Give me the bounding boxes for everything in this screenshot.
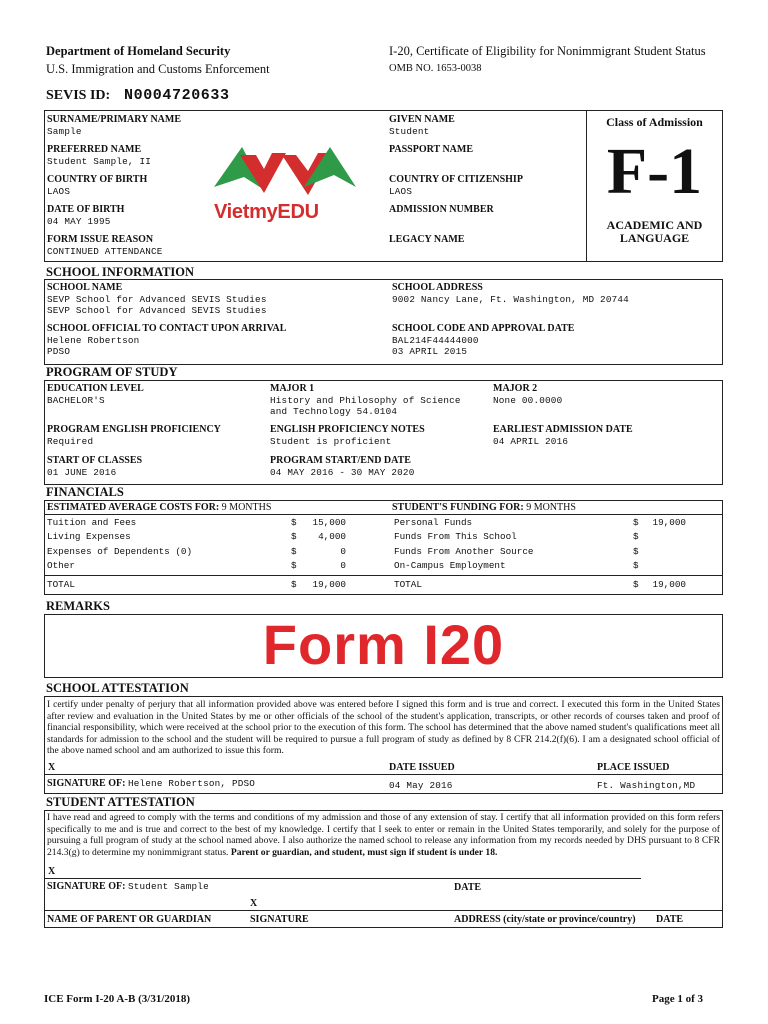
place-issued-label: PLACE ISSUED [597, 762, 670, 773]
school-name-value-2: SEVP School for Advanced SEVIS Studies [47, 305, 267, 316]
footer-form-id: ICE Form I-20 A-B (3/31/2018) [44, 993, 191, 1005]
date-of-birth-value: 04 MAY 1995 [47, 216, 111, 227]
school-name-value: SEVP School for Advanced SEVIS Studies [47, 294, 267, 305]
earliest-admission-value: 04 APRIL 2016 [493, 436, 569, 447]
funding-currency: $ [633, 559, 639, 571]
department-name: Department of Homeland Security [46, 44, 231, 58]
funding-item: Personal Funds [394, 517, 473, 528]
school-info-box [44, 279, 723, 365]
school-signature-row [47, 778, 255, 789]
student-date-label: DATE [454, 882, 482, 893]
cost-amount: 4,000 [318, 531, 346, 543]
school-name-label: SCHOOL NAME [47, 282, 123, 293]
program-dates-label: PROGRAM START/END DATE [270, 455, 411, 466]
costs-header [47, 502, 271, 513]
start-of-classes-value: 01 JUNE 2016 [47, 467, 117, 478]
preferred-name-value: Student Sample, II [47, 156, 152, 167]
student-attestation-bold: Parent or guardian, and student, must sign if student is under 18. [230, 846, 498, 858]
school-information-heading: SCHOOL INFORMATION [46, 265, 195, 279]
preferred-name-label: PREFERRED NAME [47, 144, 142, 155]
place-issued-value: Ft. Washington,MD [597, 780, 696, 791]
agency-name: U.S. Immigration and Customs Enforcement [46, 62, 270, 76]
omb-number: OMB NO. 1653-0038 [389, 63, 482, 74]
school-signature-line [44, 774, 723, 775]
country-of-birth-label: COUNTRY OF BIRTH [47, 174, 148, 185]
financials-heading: FINANCIALS [46, 485, 124, 499]
earliest-admission-label: EARLIEST ADMISSION DATE [493, 424, 633, 435]
funding-total-label: TOTAL [394, 579, 422, 590]
form-i20-overlay: Form I20 [262, 613, 505, 676]
school-signature-label: SIGNATURE OF: [47, 778, 126, 789]
major-2-label: MAJOR 2 [493, 383, 538, 394]
costs-total-value: 19,000 [312, 579, 346, 590]
country-of-birth-value: LAOS [47, 186, 71, 197]
student-signature-name: Student Sample [127, 881, 209, 892]
given-name-label: GIVEN NAME [389, 114, 455, 125]
cost-currency: $ [291, 545, 297, 557]
country-of-citizenship-label: COUNTRY OF CITIZENSHIP [389, 174, 523, 185]
major-1-value-2: and Technology 54.0104 [270, 406, 398, 417]
cost-amount: 0 [340, 559, 346, 571]
school-address-label: SCHOOL ADDRESS [392, 282, 483, 293]
student-signature-row [47, 881, 209, 892]
school-code-value: BAL214F44444000 [392, 335, 479, 346]
school-official-name: Helene Robertson [47, 335, 140, 346]
english-notes-label: ENGLISH PROFICIENCY NOTES [270, 424, 425, 435]
funding-amount: 19,000 [652, 517, 686, 528]
sevis-id-label: SEVIS ID: [46, 88, 111, 103]
parent-address-label: ADDRESS (city/state or province/country) [454, 914, 636, 925]
education-level-value: BACHELOR'S [47, 395, 105, 406]
funding-currency: $ [633, 531, 639, 543]
form-issue-reason-label: FORM ISSUE REASON [47, 234, 154, 245]
form-issue-reason-value: CONTINUED ATTENDANCE [47, 246, 163, 257]
costs-total-label: TOTAL [47, 579, 75, 590]
surname-label: SURNAME/PRIMARY NAME [47, 114, 181, 125]
form-title: I-20, Certificate of Eligibility for Nonimmigrant Student Status [389, 44, 706, 58]
date-issued-label: DATE ISSUED [389, 762, 455, 773]
english-notes-value: Student is proficient [270, 436, 392, 447]
footer-page-number: Page 1 of 3 [652, 993, 704, 1005]
english-proficiency-value: Required [47, 436, 94, 447]
funding-item: Funds From This School [394, 531, 517, 543]
given-name-value: Student [389, 126, 430, 137]
funding-item: Funds From Another Source [394, 545, 534, 557]
start-of-classes-label: START OF CLASSES [47, 455, 143, 466]
funding-label: STUDENT'S FUNDING FOR: [392, 502, 524, 513]
program-of-study-heading: PROGRAM OF STUDY [46, 365, 178, 379]
cost-item: Tuition and Fees [47, 517, 137, 528]
vietmyedu-brand-text: VietmyEDU [214, 201, 319, 223]
cost-amount: 0 [340, 545, 346, 557]
school-code-label: SCHOOL CODE AND APPROVAL DATE [392, 323, 575, 334]
sevis-id-value: N0004720633 [124, 87, 230, 104]
surname-value: Sample [47, 126, 82, 137]
date-issued-value: 04 May 2016 [389, 780, 453, 791]
major-1-value: History and Philosophy of Science [270, 395, 461, 406]
school-address-value: 9002 Nancy Lane, Ft. Washington, MD 20744 [392, 294, 629, 305]
class-of-admission-label: Class of Admission [606, 115, 703, 129]
financials-divider-top [44, 514, 723, 515]
cost-item: Expenses of Dependents (0) [47, 545, 193, 557]
funding-period: 9 MONTHS [526, 502, 576, 513]
remarks-heading: REMARKS [46, 599, 110, 613]
student-signature-line [44, 878, 641, 879]
student-signature-x: X [48, 866, 56, 877]
cost-currency: $ [291, 517, 297, 528]
cost-item: Other [47, 559, 75, 571]
cost-currency: $ [291, 531, 297, 543]
date-of-birth-label: DATE OF BIRTH [47, 204, 125, 215]
school-attestation-heading: SCHOOL ATTESTATION [46, 681, 189, 695]
funding-total-currency: $ [633, 579, 639, 590]
school-signature-name: Helene Robertson, PDSO [127, 778, 256, 789]
school-approval-date: 03 APRIL 2015 [392, 346, 468, 357]
legacy-name-label: LEGACY NAME [389, 234, 465, 245]
parent-name-label: NAME OF PARENT OR GUARDIAN [47, 914, 212, 925]
financials-divider-total [44, 575, 723, 576]
cost-amount: 15,000 [312, 517, 346, 528]
major-2-value: None 00.0000 [493, 395, 563, 406]
costs-label: ESTIMATED AVERAGE COSTS FOR: [47, 502, 220, 513]
student-attestation-text [47, 812, 720, 858]
education-level-label: EDUCATION LEVEL [47, 383, 144, 394]
costs-total-currency: $ [291, 579, 297, 590]
funding-currency: $ [633, 517, 639, 528]
cost-item: Living Expenses [47, 531, 131, 543]
program-dates-value: 04 MAY 2016 - 30 MAY 2020 [270, 467, 415, 478]
school-official-title: PDSO [47, 346, 71, 357]
english-proficiency-label: PROGRAM ENGLISH PROFICIENCY [47, 424, 221, 435]
admission-number-label: ADMISSION NUMBER [389, 204, 494, 215]
school-attestation-text: I certify under penalty of perjury that all information provided above was entered before I signed this form and is true and correct. I executed this form in the United States after review and evaluation in the United States by me or other officials of the school of the student's application, transcripts, or other records of courses taken and proof of financial responsibility, which were received at the school prior to the execution of this form. The school has determined that the above named student's qualifications meet all standards for admission to the school and the student will be required to pursue a full program of study as defined by 8 CFR 214.2(f)(6). I am a designated school official of the above named school and am authorized to issue this form. [47, 699, 720, 757]
class-of-admission-code: F-1 [606, 135, 703, 208]
costs-period: 9 MONTHS [221, 502, 272, 513]
country-of-citizenship-value: LAOS [389, 186, 413, 197]
student-attestation-body: I have read and agreed to comply with the terms and conditions of my admission and those of any extension of stay. I certify that all information provided on this form refers specifically to me and is true and correct to the best of my knowledge. I certify that I seek to enter or remain in the United States temporarily, and solely for the purpose of pursuing a full program of study at the school named above. I also authorize the named school to release any information from my records needed by DHS pursuant to 8 CFR 214.3(g) to determine my nonimmigrant status. [47, 812, 720, 858]
school-official-label: SCHOOL OFFICIAL TO CONTACT UPON ARRIVAL [47, 323, 287, 334]
student-signature-label: SIGNATURE OF: [47, 881, 126, 892]
parent-date-label: DATE [656, 914, 684, 925]
class-of-admission-description: ACADEMIC AND LANGUAGE [606, 218, 703, 245]
funding-total-value: 19,000 [652, 579, 686, 590]
school-signature-x: X [48, 762, 56, 773]
major-1-label: MAJOR 1 [270, 383, 315, 394]
funding-currency: $ [633, 545, 639, 557]
parent-signature-line [44, 910, 723, 911]
funding-header [392, 502, 576, 513]
passport-name-label: PASSPORT NAME [389, 144, 474, 155]
vietmyedu-logo [212, 143, 358, 235]
parent-signature-x: X [250, 898, 258, 909]
cost-currency: $ [291, 559, 297, 571]
student-attestation-heading: STUDENT ATTESTATION [46, 795, 195, 809]
funding-item: On-Campus Employment [394, 559, 506, 571]
parent-signature-label: SIGNATURE [250, 914, 309, 925]
